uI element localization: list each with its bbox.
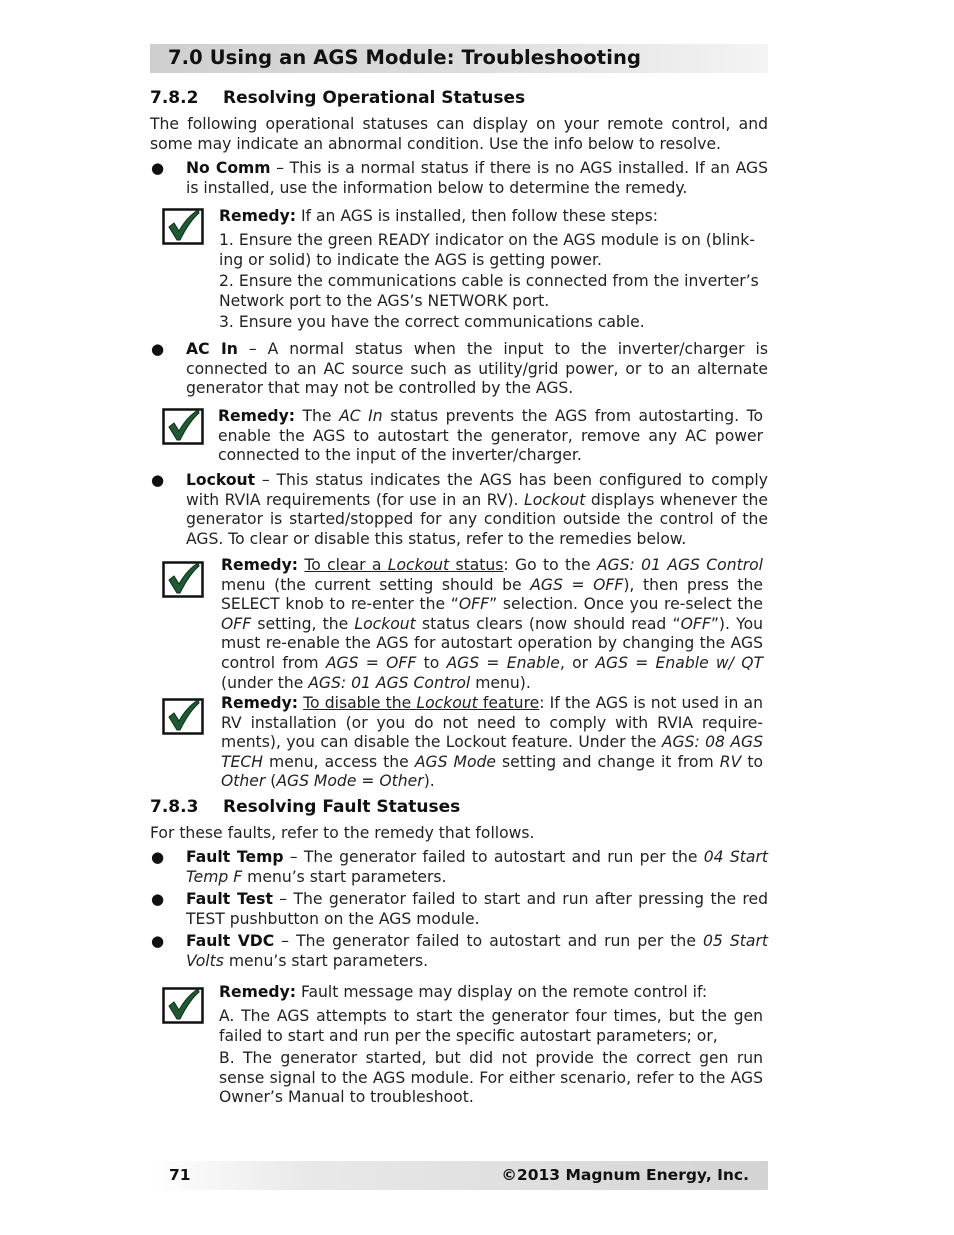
section-number: 7.8.2 bbox=[150, 88, 199, 108]
section-title: Resolving Fault Statuses bbox=[223, 797, 461, 817]
bullet-icon: ● bbox=[151, 932, 165, 950]
page-footer bbox=[150, 1161, 768, 1190]
bullet-ac-in: AC In – A normal status when the input to the inverter/charger is connected to an AC source such as utility/grid power, or to an alternate generator that may not be controlled by the AGS. bbox=[186, 340, 768, 398]
checkmark-box-icon bbox=[162, 561, 204, 598]
remedy-disable-lockout: Remedy: To disable the Lockout feature: If the AGS is not used in an RV installation (or you do not need to comply with RVIA require-ments), you can disable the Lockout feature. Under the AGS: 08 AGS TECH menu, access the AGS Mode setting and change it from RV to Other (AGS Mode = Other). bbox=[221, 694, 763, 791]
page-number: 71 bbox=[169, 1166, 191, 1184]
remedy-faults-b: B. The generator started, but did not provide the correct gen run sense signal to the AGS module. For either scenario, refer to the AGS Owner’s Manual to troubleshoot. bbox=[219, 1049, 763, 1107]
fault-intro: For these faults, refer to the remedy that follows. bbox=[150, 824, 535, 842]
section-number: 7.8.3 bbox=[150, 797, 199, 817]
checkmark-box-icon bbox=[162, 408, 204, 445]
checkmark-box-icon bbox=[162, 698, 204, 735]
bullet-no-comm: No Comm – This is a normal status if there is no AGS installed. If an AGS is installed, use the information below to determine the remedy. bbox=[186, 159, 768, 197]
bullet-fault-test: Fault Test – The generator failed to start and run after pressing the red TEST pushbutton on the AGS module. bbox=[186, 890, 768, 928]
bullet-fault-vdc: Fault VDC – The generator failed to autostart and run per the 05 Start Volts menu’s start parameters. bbox=[186, 932, 768, 970]
section-title: Resolving Operational Statuses bbox=[223, 88, 526, 108]
bullet-icon: ● bbox=[151, 471, 165, 489]
remedy-clear-lockout: Remedy: To clear a Lockout status: Go to the AGS: 01 AGS Control menu (the current setting should be AGS = OFF), then press the SELECT knob to re-enter the “OFF” selection. Once you re-select the OFF setting, the Lockout status clears (now should read “OFF”). You must re-enable the AGS for autostart operation by changing the AGS control from AGS = OFF to AGS = Enable, or AGS = Enable w/ QT (under the AGS: 01 AGS Control menu). bbox=[221, 556, 764, 692]
section-heading-7-8-2 bbox=[150, 88, 525, 108]
bullet-icon: ● bbox=[151, 159, 165, 177]
bullet-lockout: Lockout – This status indicates the AGS has been configured to comply with RVIA requirements (for use in an RV). Lockout displays whenever the generator is started/stopped for any condition outside the control of the AGS. To clear or disable this status, refer to the remedies below. bbox=[186, 471, 768, 548]
section-heading-7-8-3 bbox=[150, 797, 460, 817]
copyright-notice: ©2013 Magnum Energy, Inc. bbox=[501, 1166, 749, 1184]
remedy-step-1: 1. Ensure the green READY indicator on the AGS module is on (blink-ing or solid) to indicate the AGS is getting power. bbox=[219, 231, 755, 269]
section-banner bbox=[150, 44, 768, 73]
remedy-step-2: 2. Ensure the communications cable is connected from the inverter’s Network port to the AGS’s NETWORK port. bbox=[219, 272, 759, 310]
remedy-step-3: 3. Ensure you have the correct communications cable. bbox=[219, 313, 645, 331]
checkmark-box-icon bbox=[162, 208, 204, 245]
bullet-icon: ● bbox=[151, 890, 165, 908]
remedy-faults-a: A. The AGS attempts to start the generator four times, but the gen failed to start and run per the specific autostart parameters; or, bbox=[219, 1007, 763, 1045]
remedy-ac-in: Remedy: The AC In status prevents the AGS from autostarting. To enable the AGS to autostart the generator, remove any AC power connected to the input of the inverter/charger. bbox=[218, 407, 763, 465]
remedy-no-comm: Remedy: If an AGS is installed, then follow these steps: bbox=[219, 207, 658, 225]
checkmark-box-icon bbox=[162, 987, 204, 1024]
remedy-faults: Remedy: Fault message may display on the remote control if: bbox=[219, 983, 708, 1001]
intro-paragraph: The following operational statuses can display on your remote control, and some may indicate an abnormal condition. Use the info below to resolve. bbox=[150, 115, 768, 153]
bullet-fault-temp: Fault Temp – The generator failed to autostart and run per the 04 Start Temp F menu’s start parameters. bbox=[186, 848, 768, 886]
term: No Comm bbox=[186, 159, 271, 177]
page-title: 7.0 Using an AGS Module: Troubleshooting bbox=[168, 46, 642, 69]
bullet-icon: ● bbox=[151, 848, 165, 866]
bullet-icon: ● bbox=[151, 340, 165, 358]
